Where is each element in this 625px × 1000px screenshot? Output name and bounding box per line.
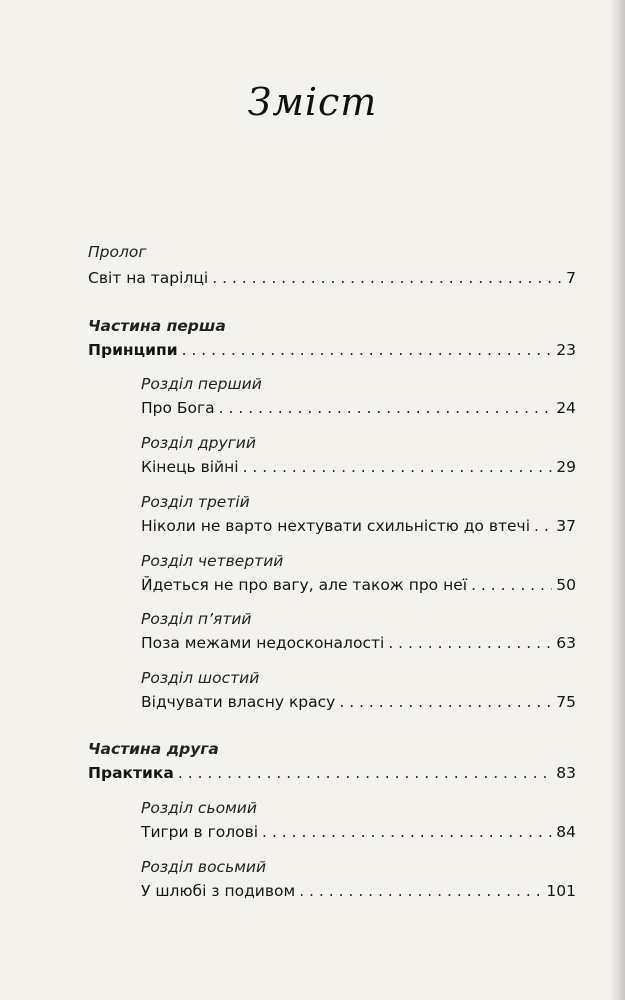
page-number: 24 <box>556 399 576 417</box>
chapter-label: Розділ четвертий <box>141 552 284 570</box>
toc-entry-chapter[interactable] <box>141 458 576 476</box>
page-number: 63 <box>556 634 576 652</box>
entry-title: Про Бога <box>141 399 215 417</box>
page-number: 37 <box>556 517 576 535</box>
chapter-label: Розділ сьомий <box>141 799 257 817</box>
page-number: 50 <box>556 576 576 594</box>
leader-dots <box>339 693 552 711</box>
leader-dots <box>471 576 552 594</box>
page-edge-shadow <box>611 0 625 1000</box>
page-number: 75 <box>556 693 576 711</box>
part-label: Частина перша <box>88 317 226 335</box>
leader-dots <box>178 764 552 782</box>
toc-entry-part2[interactable] <box>88 764 576 782</box>
chapter-label: Розділ третій <box>141 493 250 511</box>
leader-dots <box>219 399 553 417</box>
toc-entry-chapter[interactable] <box>141 882 576 900</box>
page-title: Зміст <box>247 80 378 124</box>
chapter-label: Розділ перший <box>141 375 262 393</box>
page-number: 7 <box>566 269 576 287</box>
entry-title: Відчувати власну красу <box>141 693 336 711</box>
leader-dots <box>182 341 553 359</box>
leader-dots <box>388 634 552 652</box>
page-number: 83 <box>556 764 576 782</box>
page-number: 29 <box>556 458 576 476</box>
toc-entry-part1[interactable] <box>88 341 576 359</box>
page-number: 84 <box>556 823 576 841</box>
entry-title: Практика <box>88 764 174 782</box>
entry-title: У шлюбі з подивом <box>141 882 296 900</box>
prologue-label: Пролог <box>88 243 147 261</box>
chapter-label: Розділ восьмий <box>141 858 267 876</box>
toc-entry-chapter[interactable] <box>141 399 576 417</box>
page-number: 23 <box>556 341 576 359</box>
toc-entry-chapter[interactable] <box>141 517 576 535</box>
entry-title: Світ на тарілці <box>88 269 209 287</box>
chapter-label: Розділ шостий <box>141 669 260 687</box>
page-number: 101 <box>546 882 576 900</box>
toc-entry-prologue[interactable] <box>88 269 576 287</box>
leader-dots <box>299 882 542 900</box>
leader-dots <box>262 823 552 841</box>
toc-entry-chapter[interactable] <box>141 634 576 652</box>
entry-title: Поза межами недосконалості <box>141 634 385 652</box>
leader-dots <box>534 517 552 535</box>
toc-entry-chapter[interactable] <box>141 823 576 841</box>
entry-title: Тигри в голові <box>141 823 259 841</box>
toc-entry-chapter[interactable] <box>141 693 576 711</box>
leader-dots <box>243 458 553 476</box>
part-label: Частина друга <box>88 740 219 758</box>
chapter-label: Розділ другий <box>141 434 256 452</box>
entry-title: Ніколи не варто нехтувати схильністю до втечі <box>141 517 530 535</box>
entry-title: Йдеться не про вагу, але також про неї <box>141 576 468 594</box>
toc-entry-chapter[interactable] <box>141 576 576 594</box>
chapter-label: Розділ п’ятий <box>141 610 252 628</box>
leader-dots <box>212 269 562 287</box>
entry-title: Кінець війні <box>141 458 239 476</box>
entry-title: Принципи <box>88 341 178 359</box>
